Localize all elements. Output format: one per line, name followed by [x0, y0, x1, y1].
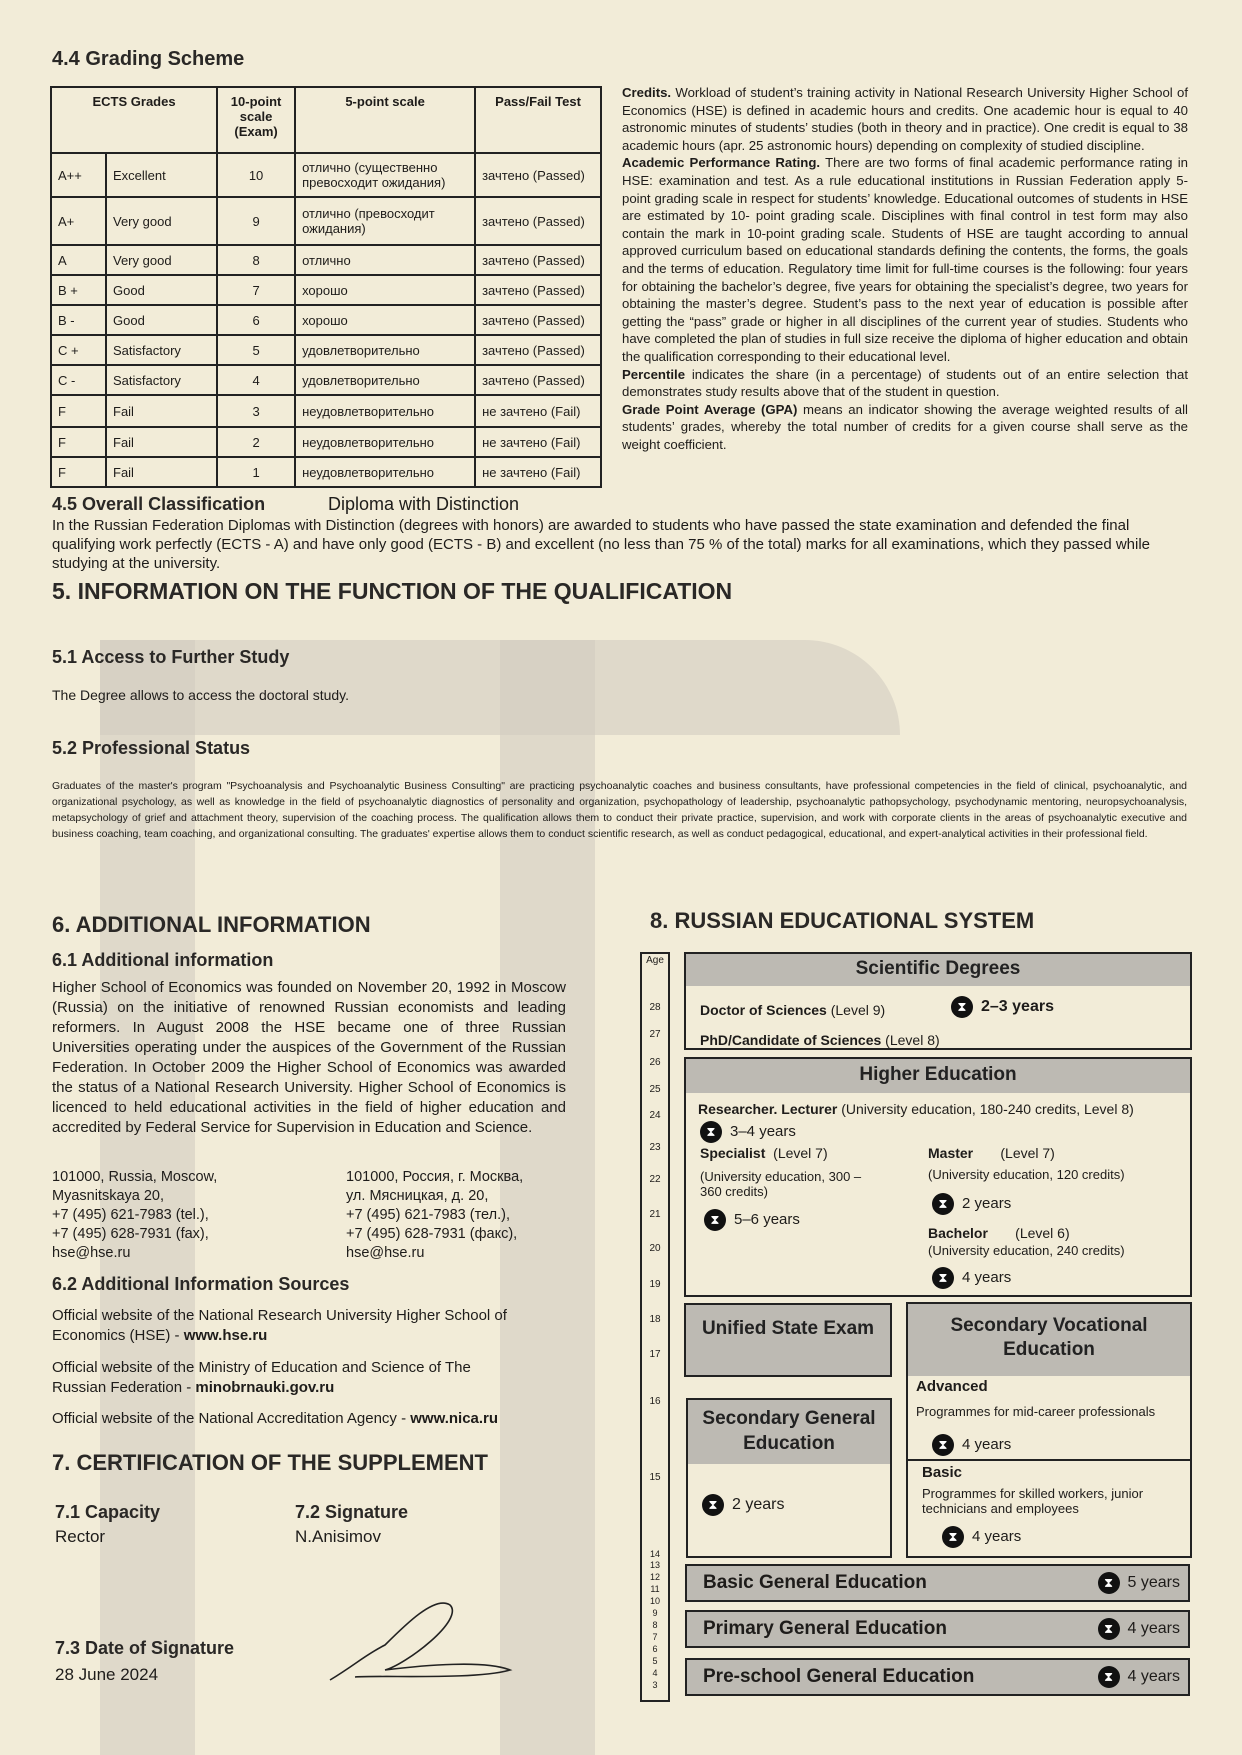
- grade-cell: не зачтено (Fail): [475, 395, 601, 427]
- grading-explanation: [622, 84, 1188, 453]
- age-tick: 17: [649, 1349, 661, 1360]
- age-tick: 26: [649, 1057, 661, 1068]
- s5-1-title: 5.1 Access to Further Study: [52, 647, 290, 667]
- apr-text: There are two forms of final academic performance rating in HSE: examination and test. As a rule educational institutions in Russian Federation apply 5- point grading scale in respect for students’ knowledge. Educational outcomes of students in HSE are estimated by 10- point grading scale. Disciplines with final control in test form may also contain the mark in 10-point grading scale. Students of HSE are taught according to annual approved curriculum based on educational standards defining the contents, the forms, the goals and the terms of education. Regulatory time limit for full-time courses is the following: four years for obtaining the bachelor’s degree, five years for obtaining the specialist’s degree, two years for obtaining the master’s degree. Student’s pass to the next year of education is possible after getting the “pass” grade or higher in all disciplines of the current year of studies. Students who have completed the plan of studies in full size receive the diploma of higher education and obtain the qualification corresponding to their educational level.: [622, 155, 1189, 364]
- grade-row: [51, 457, 601, 487]
- age-tick: 14: [649, 1549, 660, 1559]
- age-tick: 3: [652, 1680, 658, 1690]
- age-tick: 13: [649, 1560, 660, 1570]
- grade-cell: хорошо: [295, 305, 475, 335]
- grade-cell: 9: [217, 197, 295, 245]
- grade-row: [51, 305, 601, 335]
- source-1: Official website of the National Research University Higher School of Economics (HSE) - www.hse.ru: [52, 1307, 507, 1344]
- age-tick: 15: [649, 1472, 661, 1483]
- s5-1-text: The Degree allows to access the doctoral study.: [52, 687, 350, 703]
- preschool-education-bar: Pre-school General Education ⧗ 4 years: [685, 1658, 1190, 1696]
- grade-cell: 10: [217, 153, 295, 197]
- s6-title: 6. ADDITIONAL INFORMATION: [52, 912, 371, 937]
- age-tick: 12: [649, 1572, 660, 1582]
- grade-cell: F: [51, 457, 106, 487]
- signature-name: N.Anisimov: [295, 1527, 381, 1546]
- grade-cell: Good: [106, 305, 217, 335]
- address-line: 101000, Россия, г. Москва,: [346, 1169, 524, 1185]
- hourglass-icon: ⧗: [700, 1121, 722, 1143]
- grade-cell: не зачтено (Fail): [475, 427, 601, 457]
- s8-title: 8. RUSSIAN EDUCATIONAL SYSTEM: [650, 908, 1035, 933]
- grade-cell: Fail: [106, 457, 217, 487]
- grade-cell: Fail: [106, 427, 217, 457]
- grade-cell: F: [51, 427, 106, 457]
- overall-value: Diploma with Distinction: [328, 494, 520, 514]
- grade-cell: Very good: [106, 197, 217, 245]
- secondary-vocational-box: Secondary Vocational Education Advanced Programmes for mid-career professionals ⧗ 4 years Basic Programmes for skilled workers, junior technicians and employees ⧗ 4 years: [906, 1302, 1192, 1558]
- percentile-text: indicates the share (in a percentage) of students out of an entire selection that demonstrates study results above that of the student in question.: [622, 366, 1188, 400]
- date-title: 7.3 Date of Signature: [55, 1638, 235, 1658]
- grade-cell: зачтено (Passed): [475, 365, 601, 395]
- grade-cell: отлично: [295, 245, 475, 275]
- apr-heading: Academic Performance Rating.: [622, 155, 821, 171]
- address-line: ул. Мясницкая, д. 20,: [346, 1188, 489, 1204]
- age-tick: 19: [649, 1279, 661, 1290]
- grade-cell: 2: [217, 427, 295, 457]
- hourglass-icon: ⧗: [1098, 1618, 1120, 1640]
- grade-cell: Very good: [106, 245, 217, 275]
- grading-title: 4.4 Grading Scheme: [52, 48, 245, 70]
- address-line: hse@hse.ru: [52, 1245, 131, 1261]
- grade-row: [51, 427, 601, 457]
- sge-title: Secondary General Education: [688, 1400, 890, 1464]
- grade-row: [51, 197, 601, 245]
- capacity-value: Rector: [55, 1527, 106, 1546]
- age-tick: 27: [649, 1029, 661, 1040]
- grade-cell: A+: [51, 197, 106, 245]
- grade-cell: зачтено (Passed): [475, 197, 601, 245]
- grade-cell: F: [51, 395, 106, 427]
- higher-education-title: Higher Education: [686, 1059, 1190, 1093]
- age-tick: 10: [649, 1596, 660, 1606]
- grade-row: [51, 275, 601, 305]
- grade-cell: Good: [106, 275, 217, 305]
- age-tick: 24: [649, 1110, 661, 1121]
- age-tick: 28: [649, 1002, 661, 1013]
- age-tick: 22: [649, 1174, 661, 1185]
- hourglass-icon: ⧗: [951, 996, 973, 1018]
- grade-cell: удовлетворительно: [295, 335, 475, 365]
- link-hse[interactable]: www.hse.ru: [183, 1327, 268, 1344]
- age-label: Age: [646, 955, 664, 966]
- hourglass-icon: ⧗: [932, 1193, 954, 1215]
- link-minobrnauki[interactable]: minobrnauki.gov.ru: [195, 1379, 335, 1396]
- s5-title: 5. INFORMATION ON THE FUNCTION OF THE QUALIFICATION: [52, 578, 733, 604]
- header-5pt: 5-point scale: [295, 87, 475, 153]
- percentile-heading: Percentile: [622, 366, 686, 382]
- grade-cell: зачтено (Passed): [475, 305, 601, 335]
- grade-row: [51, 153, 601, 197]
- primary-general-education-bar: Primary General Education ⧗ 4 years: [685, 1610, 1190, 1648]
- header-10pt: 10-point scale (Exam): [217, 87, 295, 153]
- link-nica[interactable]: www.nica.ru: [410, 1410, 499, 1427]
- gpa-text: means an indicator showing the average weighted results of all students’ grades, whereby the total number of credits for a given course shall serve as the weight coefficient.: [622, 401, 1188, 452]
- grade-cell: Satisfactory: [106, 335, 217, 365]
- address-line: +7 (495) 628-7931 (fax),: [52, 1226, 209, 1242]
- grade-cell: B -: [51, 305, 106, 335]
- higher-education-box: Higher Education Researcher. Lecturer (University education, 180-240 credits, Level 8) ⧗ 3–4 years Specialist (Level 7) (University education, 300 – 360 credits) ⧗ 5–6 years Master (Level 7) (University education, 120 credits) ⧗ 2 years Bachelor (Level 6) (University education, 240 credits) ⧗ 4 years: [684, 1057, 1192, 1297]
- address-line: +7 (495) 621-7983 (тел.),: [346, 1207, 510, 1223]
- age-tick: 7: [652, 1632, 658, 1642]
- s7-title: 7. CERTIFICATION OF THE SUPPLEMENT: [52, 1450, 488, 1475]
- age-tick: 4: [652, 1668, 658, 1678]
- age-tick: 16: [649, 1396, 661, 1407]
- grade-cell: A++: [51, 153, 106, 197]
- age-tick: 9: [652, 1608, 658, 1618]
- grade-cell: хорошо: [295, 275, 475, 305]
- sve-title: Secondary Vocational Education: [908, 1304, 1190, 1376]
- hourglass-icon: ⧗: [702, 1494, 724, 1516]
- credits-text: Workload of student’s training activity in National Research University Higher School of Economics (HSE) is defined in academic hours and credits. One academic hour is equal to 40 astronomic minutes of students’ studies (both in theory and in practice). One credit is equal to 38 academic hours (apr. 25 astronomic hours) depending on complexity of studied discipline.: [622, 85, 1188, 153]
- age-tick: 20: [649, 1243, 661, 1254]
- grade-cell: 7: [217, 275, 295, 305]
- gpa-heading: Grade Point Average (GPA): [622, 401, 798, 417]
- grade-cell: 5: [217, 335, 295, 365]
- header-ects: ECTS Grades: [51, 87, 217, 153]
- address-line: +7 (495) 621-7983 (tel.),: [52, 1207, 209, 1223]
- address-line: 101000, Russia, Moscow,: [52, 1169, 218, 1185]
- unified-state-exam-box: Unified State Exam: [684, 1303, 892, 1377]
- grade-cell: 8: [217, 245, 295, 275]
- signature-scribble: [325, 1585, 515, 1685]
- signature-title: 7.2 Signature: [295, 1502, 409, 1522]
- grade-cell: отлично (превосходит ожидания): [295, 197, 475, 245]
- hourglass-icon: ⧗: [932, 1267, 954, 1289]
- source-2: Official website of the Ministry of Education and Science of The Russian Federation - minobrnauki.gov.ru: [52, 1359, 471, 1396]
- grade-cell: Excellent: [106, 153, 217, 197]
- grade-cell: B +: [51, 275, 106, 305]
- grade-cell: A: [51, 245, 106, 275]
- capacity-title: 7.1 Capacity: [55, 1502, 161, 1522]
- hourglass-icon: ⧗: [1098, 1572, 1120, 1594]
- address-line: +7 (495) 628-7931 (факс),: [346, 1226, 518, 1242]
- grade-cell: зачтено (Passed): [475, 275, 601, 305]
- grade-cell: зачтено (Passed): [475, 245, 601, 275]
- grade-cell: удовлетворительно: [295, 365, 475, 395]
- date-value: 28 June 2024: [55, 1665, 159, 1684]
- grade-cell: неудовлетворительно: [295, 395, 475, 427]
- grade-cell: зачтено (Passed): [475, 153, 601, 197]
- hourglass-icon: ⧗: [1098, 1666, 1120, 1688]
- hourglass-icon: ⧗: [932, 1434, 954, 1456]
- grade-cell: Fail: [106, 395, 217, 427]
- age-tick: 5: [652, 1656, 658, 1666]
- grade-row: [51, 365, 601, 395]
- grade-cell: зачтено (Passed): [475, 335, 601, 365]
- grade-cell: 1: [217, 457, 295, 487]
- credits-heading: Credits.: [622, 85, 672, 100]
- grade-cell: 3: [217, 395, 295, 427]
- age-tick: 23: [649, 1142, 661, 1153]
- source-3: Official website of the National Accreditation Agency - www.nica.ru: [52, 1410, 499, 1427]
- grade-cell: C -: [51, 365, 106, 395]
- grade-row: [51, 335, 601, 365]
- grade-cell: 6: [217, 305, 295, 335]
- header-passfail: Pass/Fail Test: [475, 87, 601, 153]
- age-tick: 21: [649, 1209, 661, 1220]
- s6-1-title: 6.1 Additional information: [52, 950, 274, 970]
- age-tick: 8: [652, 1620, 658, 1630]
- address-line: hse@hse.ru: [346, 1245, 425, 1261]
- address-en: [52, 1168, 217, 1263]
- age-tick: 11: [650, 1584, 660, 1594]
- secondary-general-box: Secondary General Education ⧗ 2 years: [686, 1398, 892, 1558]
- age-tick: 6: [652, 1644, 658, 1654]
- grade-cell: отлично (существенно превосходит ожидания): [295, 153, 475, 197]
- hourglass-icon: ⧗: [942, 1526, 964, 1548]
- age-tick: 18: [649, 1314, 661, 1325]
- scientific-degrees-box: Scientific Degrees Doctor of Sciences (Level 9) ⧗ 2–3 years PhD/Candidate of Sciences (Level 8): [684, 952, 1192, 1050]
- grading-table: [50, 86, 602, 488]
- grade-cell: неудовлетворительно: [295, 457, 475, 487]
- grade-cell: 4: [217, 365, 295, 395]
- address-line: Myasnitskaya 20,: [52, 1188, 165, 1204]
- scientific-degrees-title: Scientific Degrees: [686, 954, 1190, 986]
- s5-2-title: 5.2 Professional Status: [52, 738, 251, 758]
- basic-general-education-bar: Basic General Education ⧗ 5 years: [685, 1564, 1190, 1602]
- grade-cell: неудовлетворительно: [295, 427, 475, 457]
- grade-row: [51, 245, 601, 275]
- grade-cell: не зачтено (Fail): [475, 457, 601, 487]
- s6-2-title: 6.2 Additional Information Sources: [52, 1274, 350, 1294]
- grade-cell: Satisfactory: [106, 365, 217, 395]
- overall-title: 4.5 Overall Classification: [52, 494, 266, 514]
- s6-1-text: Higher School of Economics was founded on November 20, 1992 in Moscow (Russia) on the initiative of renowned Russian economists and leading reformers. In August 2008 the HSE became one of three Russian Universities operating under the auspices of the Government of the Russian Federation. In October 2009 the Higher School of Economics was awarded the status of a National Research University. Higher School of Economics is licenced to held educational activities in the field of higher education and accredited by Federal Service for Supervision in Education and Science.: [52, 979, 566, 1136]
- hourglass-icon: ⧗: [704, 1209, 726, 1231]
- grade-cell: C +: [51, 335, 106, 365]
- overall-text: In the Russian Federation Diplomas with Distinction (degrees with honors) are awarded to students who have passed the state examination and defended the final qualifying work perfectly (ECTS - A) and have only good (ECTS - B) and excellent (no less than 75 % of the total) marks for all examinations, which they passed while studying at the university.: [52, 517, 1151, 572]
- grade-row: [51, 395, 601, 427]
- s5-2-text: Graduates of the master's program "Psychoanalysis and Psychoanalytic Business Consulting" are practicing psychoanalytic coaches and business consultants, have professional competencies in the field of clinical, psychoanalytic, and organizational psychology, as well as knowledge in the field of psychoanalytic diagnostics of personality and organization, psychopathology of leadership, psychoanalytic pathopsychology, psychodynamic mentoring, neuropsychoanalysis, metapsychology of grief and attachment theory, supervision of the coaching process. The qualification allows them to conduct their private practice, supervision, and work with corporate clients in the areas of psychoanalytic executive and business coaching, team coaching, and organizational consulting. The graduates' expertise allows them to conduct scientific research, as well as conduct pedagogical, educational, and expert-analytical activities in their professional field.: [52, 780, 1187, 840]
- address-ru: [346, 1168, 523, 1263]
- age-tick: 25: [649, 1084, 661, 1095]
